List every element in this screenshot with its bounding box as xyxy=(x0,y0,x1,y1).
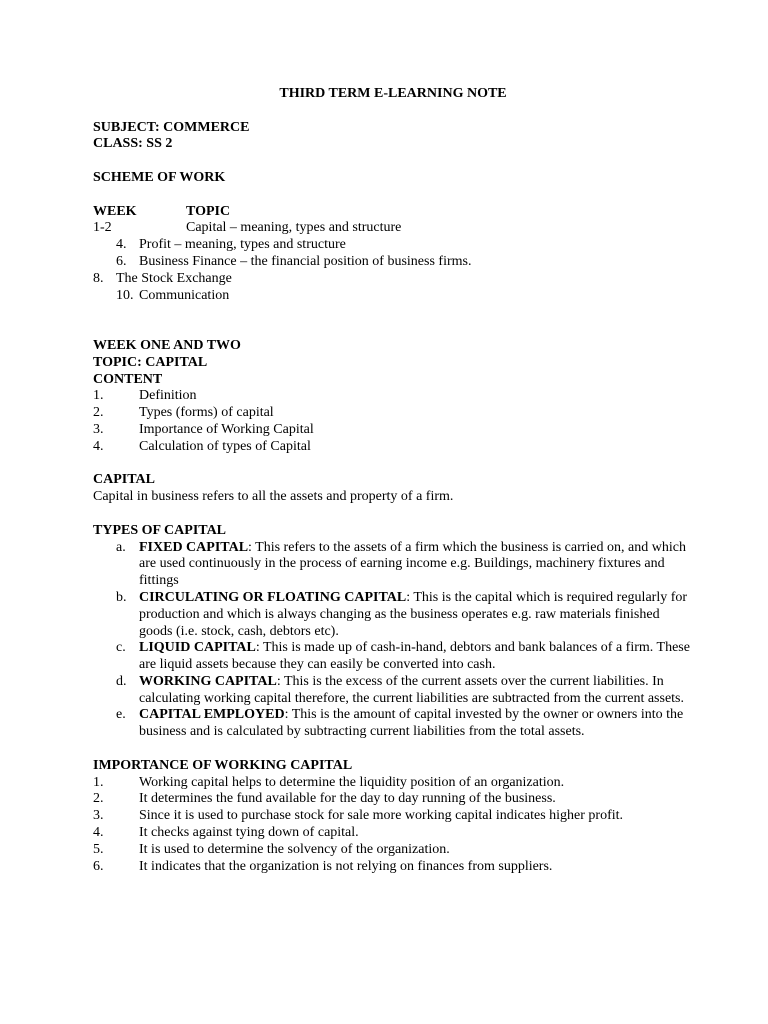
list-item: b. CIRCULATING OR FLOATING CAPITAL: This is the capital which is required regularly for production and which is always changing as the business operates e.g. raw materials finished goods (i.e. stock, cash, debtors etc). xyxy=(116,589,688,639)
type-term: LIQUID CAPITAL xyxy=(139,640,256,656)
list-item: 1. Working capital helps to determine the liquidity position of an organization. xyxy=(93,774,565,790)
document-title: THIRD TERM E-LEARNING NOTE xyxy=(279,86,507,101)
list-item: 2. Types (forms) of capital xyxy=(93,405,274,421)
importance-list xyxy=(93,775,693,876)
content-list xyxy=(93,388,693,455)
type-term: CAPITAL EMPLOYED xyxy=(139,707,285,723)
types-list xyxy=(93,540,693,742)
scheme-heading: SCHEME OF WORK xyxy=(93,169,226,185)
scheme-week: 1-2 xyxy=(93,220,112,236)
scheme-header-row xyxy=(93,204,693,221)
list-item: 6. It indicates that the organization is not relying on finances from suppliers. xyxy=(93,858,553,874)
week-heading: WEEK ONE AND TWO xyxy=(93,337,241,353)
type-term: CIRCULATING OR FLOATING CAPITAL xyxy=(139,589,407,605)
scheme-week-header: WEEK xyxy=(93,203,137,219)
types-heading: TYPES OF CAPITAL xyxy=(93,522,227,538)
scheme-row xyxy=(93,271,693,288)
scheme-week: 8. xyxy=(93,270,104,286)
class-line: CLASS: SS 2 xyxy=(93,136,173,152)
scheme-week: 4. xyxy=(116,237,127,253)
type-term: WORKING CAPITAL xyxy=(139,673,277,689)
list-item: 5. It is used to determine the solvency of the organization. xyxy=(93,841,450,857)
scheme-topic: Business Finance – the financial position of business firms. xyxy=(139,253,472,269)
scheme-row xyxy=(93,237,693,254)
list-item: 2. It determines the fund available for the day to day running of the business. xyxy=(93,791,556,807)
importance-heading: IMPORTANCE OF WORKING CAPITAL xyxy=(93,757,353,773)
scheme-week: 10. xyxy=(116,287,134,303)
document-page xyxy=(93,86,693,875)
list-item: 4. It checks against tying down of capital. xyxy=(93,825,359,841)
scheme-topic: Capital – meaning, types and structure xyxy=(186,220,402,236)
type-term: FIXED CAPITAL xyxy=(139,539,249,555)
content-heading: CONTENT xyxy=(93,371,163,387)
scheme-row xyxy=(93,220,693,237)
list-item: a. FIXED CAPITAL: This refers to the assets of a firm which the business is carried on, and which are used continuously in the process of earning income e.g. Buildings, machinery fixtures and fittings xyxy=(116,539,686,589)
scheme-topic: Communication xyxy=(139,287,230,303)
list-item: 1. Definition xyxy=(93,388,197,404)
scheme-row xyxy=(93,288,693,305)
scheme-topic: The Stock Exchange xyxy=(116,270,232,286)
list-item: d. WORKING CAPITAL: This is the excess of the current assets over the current liabilities. In calculating working capital therefore, the current liabilities are subtracted from the current assets. xyxy=(116,673,684,706)
scheme-week: 6. xyxy=(116,253,127,269)
capital-definition: Capital in business refers to all the assets and property of a firm. xyxy=(93,489,454,505)
list-item: 4. Calculation of types of Capital xyxy=(93,438,311,454)
list-item: c. LIQUID CAPITAL: This is made up of cash-in-hand, debtors and bank balances of a firm. These are liquid assets because they can easily be converted into cash. xyxy=(116,640,690,673)
topic-heading: TOPIC: CAPITAL xyxy=(93,354,208,370)
capital-heading: CAPITAL xyxy=(93,472,155,488)
list-item: 3. Since it is used to purchase stock for sale more working capital indicates higher profit. xyxy=(93,808,624,824)
subject-line: SUBJECT: COMMERCE xyxy=(93,119,250,135)
list-item: 3. Importance of Working Capital xyxy=(93,421,314,437)
scheme-topic: Profit – meaning, types and structure xyxy=(139,237,346,253)
scheme-topic-header: TOPIC xyxy=(186,203,231,219)
scheme-row xyxy=(93,254,693,271)
list-item: e. CAPITAL EMPLOYED: This is the amount of capital invested by the owner or owners into the business and is calculated by subtracting current liabilities from the total assets. xyxy=(116,707,684,740)
